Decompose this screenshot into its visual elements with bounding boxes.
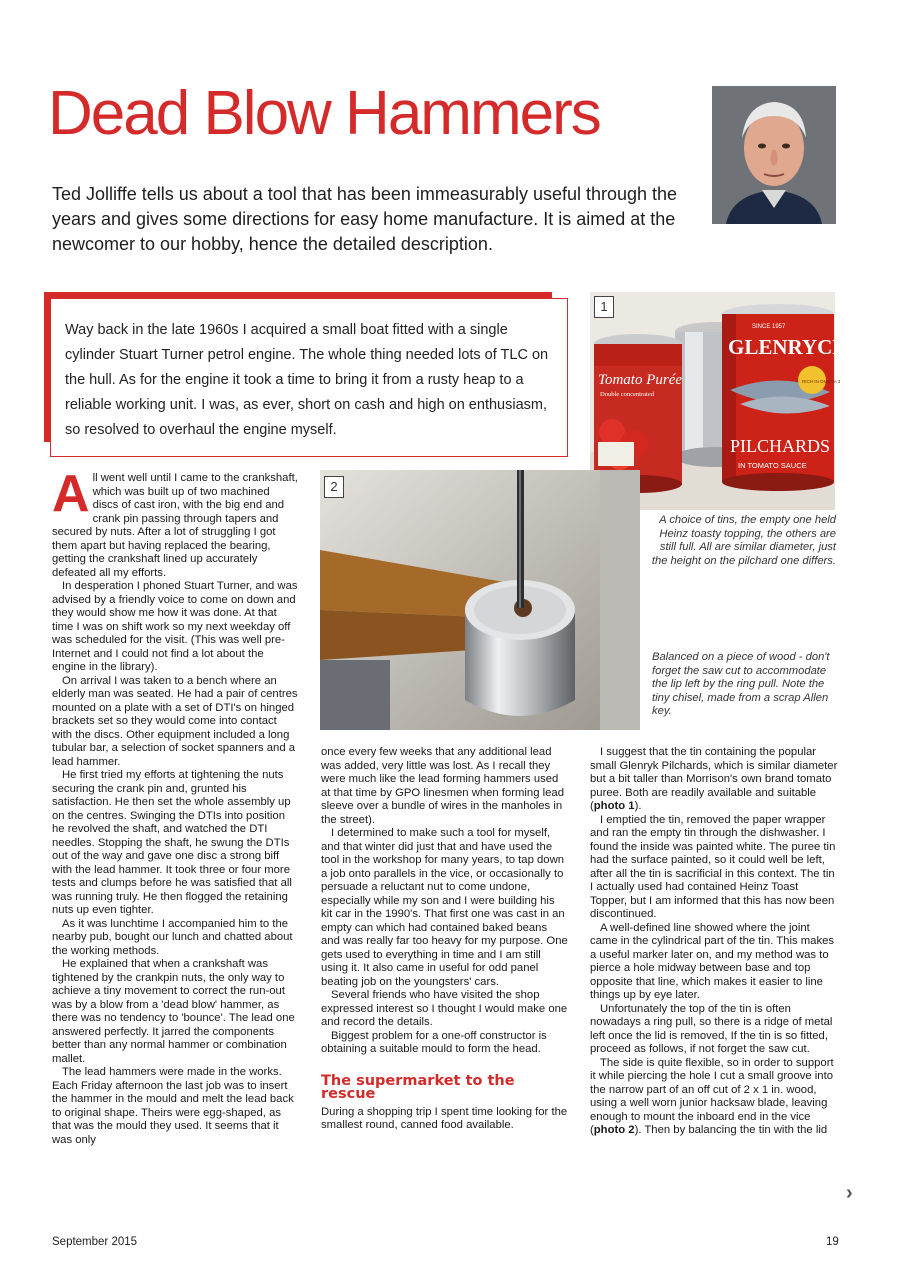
body-paragraph: As it was lunchtime I accompanied him to the nearby pub, bought our lunch and chatted about the working methods. — [52, 917, 293, 957]
body-paragraph: During a shopping trip I spent time looking for the smallest round, canned food available. — [321, 1105, 568, 1131]
tin-left-sub: Double concentrated — [600, 391, 654, 398]
tin-right-brand: GLENRYCK — [728, 335, 849, 359]
intro-paragraph: Way back in the late 1960s I acquired a small boat fitted with a single cylinder Stuart Turner petrol engine. The whole thing needed lots of TLC on the hull. As for the engine it took a time to bring it from a rusty heap to a reliable working unit. I was, as ever, short on cash and high on enthusiasm, so resolved to overhaul the engine myself. — [65, 322, 549, 438]
body-column-3 — [590, 746, 838, 1138]
page-number: 19 — [826, 1236, 839, 1248]
tin-left-brand: Tomato Purée — [598, 372, 683, 388]
body-paragraph: I determined to make such a tool for myself, and that winter did just that and have used the tool in the workshop for many years, to tap down a job onto parallels in the vice, or occasionally to persuade a reluctant nut to come undone, especially while my son and I were building his kit car in the 1990's. That first one was cast in an empty can which had contained baked beans and was really far too heavy for my purpose. One gets used to everything in time and I am still using it. It also came in useful for odd panel beating job on the youngsters' cars. — [321, 827, 568, 988]
photo-1-number: 1 — [594, 296, 614, 318]
body-column-1 — [52, 465, 298, 1147]
tin-right-product: PILCHARDS — [730, 436, 831, 456]
body-paragraph: Unfortunately the top of the tin is often nowadays a ring pull, so there is a ridge of metal left once the lid is removed, If the tin is so fitted, proceed as follows, if not forget the saw cut. — [590, 1002, 833, 1055]
photo-reference: photo 2 — [593, 1124, 635, 1136]
body-paragraph: once every few weeks that any additional lead was added, very little was lost. As I recall they were much like the lead forming hammers used at that time by GPO linesmen when forming lead sleeve over a bundle of wires in the manholes in the street). — [321, 746, 564, 826]
standfirst: Ted Jolliffe tells us about a tool that has been immeasurably useful through the years and gives some directions for easy home manufacture. It is aimed at the newcomer to our hobby, hence the detailed description. — [52, 184, 678, 254]
body-paragraph: The side is quite flexible, so in order to support it while piercing the hole I cut a small groove into the narrow part of an off cut of 2 x 1 in. wood, using a well worn junior hacksaw blade, leaving enough to mount the inboard end in the vice (photo 2). Then by balancing the tin with the lid — [590, 1056, 834, 1136]
body-paragraph: I emptied the tin, removed the paper wrapper and ran the empty tin through the dishwasher. I found the inside was painted white. The puree tin had the surface painted, so it could well be left, after all the tin is sacrificial in this context. The tin I actually used had contained Heinz Toast Topper, but I am informed that this has now been discontinued. — [590, 813, 836, 920]
tin-right-since: SINCE 1957 — [752, 324, 786, 330]
intro-accent-bar-top — [44, 292, 552, 298]
section-subheading: The supermarket to the rescue — [321, 1072, 515, 1102]
body-paragraph: He explained that when a crankshaft was tightened by the crankpin nuts, the only way to achieve a tiny movement to correct the run-out was by a blow from a 'dead blow' hammer, as there was no tendency to 'bounce'. The lead one answered perfectly. It jarred the components better than any normal hammer or combination mallet. — [52, 958, 295, 1065]
body-paragraph: Biggest problem for a one-off constructor is obtaining a suitable mould to form the head. — [321, 1029, 547, 1055]
photo-2-tin-on-wood-illustration — [320, 470, 640, 730]
body-column-2 — [321, 746, 569, 1133]
photo-reference: photo 1 — [593, 800, 635, 812]
tin-right-sauce: IN TOMATO SAUCE — [738, 461, 807, 470]
photo-2 — [320, 470, 640, 730]
drop-cap: A — [52, 465, 90, 523]
article-title: Dead Blow Hammers — [48, 79, 600, 148]
photo-2-caption: Balanced on a piece of wood - don't forget the saw cut to accommodate the lip left by the ring pull. Note the tiny chisel, made from a scrap Allen key. — [652, 651, 830, 717]
body-paragraph: The lead hammers were made in the works. Each Friday afternoon the last job was to insert the hammer in the mould and melt the lead back to original shape. Theirs were egg-shaped, as that was the mould they used. It seems that it was only — [52, 1066, 294, 1146]
body-paragraph: Several friends who have visited the shop expressed interest so I thought I would make one and record the details. — [321, 989, 568, 1028]
photo-1-caption: A choice of tins, the empty one held Heinz toasty topping, the others are still full. All are similar diameter, just the height on the pilchard one differs. — [651, 514, 836, 567]
author-photo — [712, 86, 836, 224]
author-portrait-illustration — [712, 86, 836, 224]
body-paragraph: In desperation I phoned Stuart Turner, and was advised by a friendly voice to come on down and they would show me how it was done. At that time I was on shift work so my next weekday off was scheduled for the visit. (This was well pre-Internet and I could not find a lot about the engine in the library). — [52, 580, 298, 673]
intro-accent-bar-left — [44, 292, 50, 442]
body-paragraph: He first tried my efforts at tightening the nuts securing the crank pin and, grunted his satisfaction. He then set the whole assembly up on the centres. Swinging the DTIs into position he revolved the shaft, and watched the DTI needles. Stopping the shaft, he swung the DTIs out of the way and gave one disc a strong biff with the lead hammer. It took three or four more tests and clumps before he was satisfied that all was running truly. He then flogged the retaining nuts up even tighter. — [52, 769, 292, 916]
photo-2-number: 2 — [324, 476, 344, 498]
issue-date: September 2015 — [52, 1236, 138, 1248]
body-paragraph: I suggest that the tin containing the popular small Glenryk Pilchards, which is similar diameter but a bit taller than Morrison's own brand tomato puree. Both are readily available and suitable (photo 1). — [590, 746, 838, 812]
tin-right-badge: RICH IN OMEGA 3 — [802, 379, 841, 384]
body-paragraph: All went well until I came to the crankshaft, which was built up of two machined discs of cast iron, with the big end and crank pin passing through tapers and secured by nuts. After a lot of struggling I got them apart but having replaced the bearing, getting the crankshaft lined up accurately defeated all my efforts. — [52, 465, 298, 579]
body-paragraph: On arrival I was taken to a bench where an elderly man was seated. He had a pair of centres mounted on a plate with a set of DTI's on hinged brackets set so they would come into contact with the discs. Other equipment included a long tubular bar, a selection of socket spanners and a lead hammer. — [52, 674, 298, 768]
body-paragraph: A well-defined line showed where the joint came in the cylindrical part of the tin. This makes a useful marker later on, and my method was to pierce a hole midway between base and top opposite that line, which makes it easier to line things up by eye later. — [590, 921, 835, 1001]
next-page-arrow-icon: › — [846, 1182, 853, 1204]
